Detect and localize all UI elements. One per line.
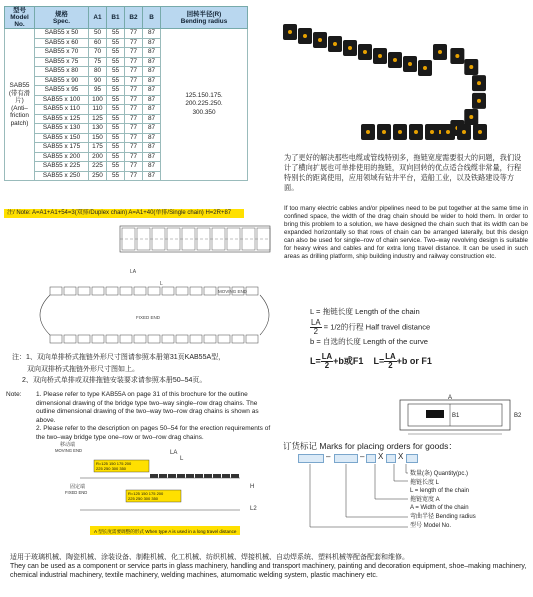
spec-cell: 87 xyxy=(143,48,161,58)
side-link-top xyxy=(120,287,132,295)
plan-link xyxy=(197,228,210,250)
spec-cell: 87 xyxy=(143,86,161,96)
spec-cell: 55 xyxy=(107,38,125,48)
chain-link xyxy=(377,124,391,140)
spec-cell: 87 xyxy=(143,105,161,115)
install-link xyxy=(231,474,239,478)
svg-text:LA: LA xyxy=(170,450,178,456)
chain-link xyxy=(472,93,486,109)
drag-chain-photo xyxy=(270,2,532,152)
side-link-top xyxy=(92,287,104,295)
spec-cell: SAB55 x 175 xyxy=(35,143,89,153)
plan-link xyxy=(182,228,195,250)
install-link xyxy=(213,474,221,478)
spec-cell: 87 xyxy=(143,114,161,124)
order-title: 订货标记 Marks for placing orders for goods： xyxy=(283,441,457,451)
spec-cell: 87 xyxy=(143,29,161,39)
notes-zh: 注：1、双向单排桥式拖链外形尺寸图请参照本册第31页KAB55A型， 双向双排桥式拖链外形尺寸图如上。 2、双向桥式单排或双排拖链安装要求请参照本册50–54页。 xyxy=(12,354,226,384)
spec-cell: 55 xyxy=(107,162,125,172)
spec-cell: 87 xyxy=(143,152,161,162)
spec-cell: 250 xyxy=(89,171,107,181)
plan-link xyxy=(242,228,255,250)
side-link-top xyxy=(162,287,174,295)
moving-end-label: MOVING END xyxy=(218,289,248,294)
plan-link xyxy=(122,228,135,250)
order-box-length xyxy=(386,454,396,463)
spec-cell: 175 xyxy=(89,143,107,153)
chain-link xyxy=(464,59,478,75)
side-link-bottom xyxy=(92,335,104,343)
plan-link xyxy=(167,228,180,250)
spec-cell: 77 xyxy=(125,57,143,67)
chain-link xyxy=(441,124,455,140)
svg-text:B2: B2 xyxy=(514,413,522,419)
spec-cell: SAB55 x 90 xyxy=(35,76,89,86)
spec-cell: 87 xyxy=(143,38,161,48)
header-spec: 规格 Spec. xyxy=(35,7,89,29)
spec-cell: 55 xyxy=(107,133,125,143)
spec-cell: 225 xyxy=(89,162,107,172)
order-legend xyxy=(410,470,476,530)
spec-cell: 100 xyxy=(89,95,107,105)
spec-cell: SAB55 x 70 xyxy=(35,48,89,58)
side-link-bottom xyxy=(204,335,216,343)
spec-table-body xyxy=(5,29,248,181)
chain-link xyxy=(313,32,327,48)
install-link xyxy=(195,474,203,478)
chain-link xyxy=(358,44,372,60)
spec-cell: 87 xyxy=(143,67,161,77)
spec-cell: 77 xyxy=(125,143,143,153)
side-link-bottom xyxy=(218,335,230,343)
spec-cell: 77 xyxy=(125,124,143,134)
spec-cell: 87 xyxy=(143,57,161,67)
spec-cell: 77 xyxy=(125,38,143,48)
spec-cell: 77 xyxy=(125,133,143,143)
applications-zh: 适用于玻璃机械、陶瓷机械、涂装设备、制鞋机械、化工机械、纺织机械、焊接机械、自动焊系统、塑料机械等配备配套和维修。 xyxy=(10,554,409,561)
svg-text:L: L xyxy=(180,456,184,462)
spec-cell: 55 xyxy=(107,124,125,134)
chain-link xyxy=(433,44,447,60)
chain-link xyxy=(473,124,487,140)
spec-cell: 77 xyxy=(125,114,143,124)
spec-cell: 55 xyxy=(107,95,125,105)
install-link xyxy=(186,474,194,478)
side-link-bottom xyxy=(64,335,76,343)
side-link-top xyxy=(106,287,118,295)
svg-text:H: H xyxy=(250,484,255,490)
chain-link xyxy=(457,124,471,140)
chain-link xyxy=(373,48,387,64)
install-link xyxy=(150,474,158,478)
side-link-top xyxy=(204,287,216,295)
spec-cell: 77 xyxy=(125,171,143,181)
r-values-bottom: R=125 150 175 200 xyxy=(128,491,164,496)
side-link-bottom xyxy=(232,335,244,343)
spec-cell: 110 xyxy=(89,105,107,115)
order-box-radius xyxy=(334,454,358,463)
spec-cell: SAB55 x 225 xyxy=(35,162,89,172)
spec-cell: 60 xyxy=(89,38,107,48)
side-link-bottom xyxy=(106,335,118,343)
spec-cell: 55 xyxy=(107,171,125,181)
spec-cell: 55 xyxy=(107,76,125,86)
chain-link xyxy=(283,24,297,40)
side-link-top xyxy=(134,287,146,295)
spec-cell: 55 xyxy=(107,48,125,58)
spec-cell: 55 xyxy=(107,152,125,162)
spec-cell: 77 xyxy=(125,162,143,172)
spec-cell: SAB55 x 80 xyxy=(35,67,89,77)
chain-link xyxy=(298,28,312,44)
spec-cell: 87 xyxy=(143,133,161,143)
spec-cell: 77 xyxy=(125,76,143,86)
spec-cell: SAB55 x 130 xyxy=(35,124,89,134)
side-link-bottom xyxy=(50,335,62,343)
header-a1: A1 xyxy=(89,7,107,29)
spec-cell: SAB55 x 50 xyxy=(35,29,89,39)
order-legend-line: 拖链宽度 A xyxy=(410,496,440,503)
side-link-bottom xyxy=(78,335,90,343)
spec-cell: 77 xyxy=(125,29,143,39)
spec-cell: SAB55 x 250 xyxy=(35,171,89,181)
header-radius: 回转半径(R) Bending radius xyxy=(161,7,248,29)
yellow-note: 注/ Note: A=A1+A1+54=3(双排/Duplex chain) A=A1+40(单排/Single chain) H=2R+87 xyxy=(4,209,244,218)
chain-link xyxy=(361,124,375,140)
side-view-diagram xyxy=(10,255,280,350)
svg-text:A: A xyxy=(448,395,453,401)
spec-cell: SAB55 x 150 xyxy=(35,133,89,143)
cross-section-diagram xyxy=(390,390,530,440)
spec-cell: 90 xyxy=(89,76,107,86)
plan-link xyxy=(227,228,240,250)
intro-en: If too many electric cables and/or pipelines need to be put together at the same time in confined space, the width of the drag chain should be wider to hold them. In order to bring this problem to a solution, we have designed the chain such that its width can be expanded horizontally so that rows of chain can be arranged laterally, but this design can also be used for single–row of chain service. Two–way revolving design is suitable for heavy wires and cables and for extra long travel distance. It can be used in such areas as drilling platform, ship building industry and railway construction etc. xyxy=(284,205,528,260)
side-link-bottom xyxy=(148,335,160,343)
model-cell: SAB55 (带有滑片) (Anti–friction patch) xyxy=(5,29,35,181)
chain-link xyxy=(409,124,423,140)
side-link-bottom xyxy=(120,335,132,343)
spec-cell: 87 xyxy=(143,143,161,153)
order-box-quantity xyxy=(406,454,418,463)
svg-text:L2: L2 xyxy=(250,506,257,512)
chain-link xyxy=(393,124,407,140)
spec-row xyxy=(5,29,248,39)
side-link-bottom xyxy=(162,335,174,343)
spec-cell: SAB55 x 60 xyxy=(35,38,89,48)
order-box-width xyxy=(366,454,376,463)
spec-cell: 87 xyxy=(143,171,161,181)
svg-text:FIXED END: FIXED END xyxy=(65,490,88,495)
svg-text:固定端: 固定端 xyxy=(70,484,86,490)
order-legend-line: 型号 Model No. xyxy=(410,522,452,529)
spec-cell: SAB55 x 100 xyxy=(35,95,89,105)
plan-link xyxy=(212,228,225,250)
spec-cell: 77 xyxy=(125,105,143,115)
spec-cell: SAB55 x 125 xyxy=(35,114,89,124)
header-b: B xyxy=(143,7,161,29)
r-values-top: R=125 150 175 200 xyxy=(96,461,132,466)
chain-link xyxy=(418,60,432,76)
spec-cell: 77 xyxy=(125,67,143,77)
spec-cell: 77 xyxy=(125,86,143,96)
spec-cell: 55 xyxy=(107,67,125,77)
spec-cell: 87 xyxy=(143,124,161,134)
spec-cell: 77 xyxy=(125,48,143,58)
svg-text:225 250 300 350: 225 250 300 350 xyxy=(128,496,159,501)
l-label: L xyxy=(160,281,163,287)
install-link xyxy=(159,474,167,478)
spec-cell: 55 xyxy=(107,29,125,39)
spec-cell: SAB55 x 110 xyxy=(35,105,89,115)
notes-en: Note: 1. Please refer to type KAB55A on page 31 of this brochure for the outline dimensional drawing of the bridge type two–way single–row drag chains. The outline dimensional drawing of the two–way two–row drag chains is shown as above. 2. Please refer to the description on pages 50–54 for the erection requirements of the two–way bridge type one–row or two–row drag chains. xyxy=(6,391,271,441)
spec-cell: 200 xyxy=(89,152,107,162)
order-legend-line: L = length of the chain xyxy=(410,488,469,495)
spec-cell: 55 xyxy=(107,86,125,96)
spec-cell: 95 xyxy=(89,86,107,96)
spec-cell: 55 xyxy=(107,105,125,115)
chain-link xyxy=(425,124,439,140)
side-link-bottom xyxy=(134,335,146,343)
plan-link xyxy=(137,228,150,250)
chain-link xyxy=(328,36,342,52)
install-link xyxy=(222,474,230,478)
side-link-top xyxy=(190,287,202,295)
side-link-top xyxy=(148,287,160,295)
order-legend-line: 数量(条) Quantity(pc.) xyxy=(410,471,469,477)
side-link-top xyxy=(246,287,258,295)
order-legend-line: A = Width of the chain xyxy=(410,505,469,512)
spec-cell: SAB55 x 95 xyxy=(35,86,89,96)
side-link-bottom xyxy=(190,335,202,343)
order-legend-line: 弯曲半径 Bending radius xyxy=(410,513,476,520)
fixed-end-label: FIXED END xyxy=(136,315,161,320)
install-link xyxy=(168,474,176,478)
chain-link xyxy=(450,48,464,64)
applications-en: They can be used as a component or service parts in glass machinery, handling and transport machinery, painting and decoration equipment, shoe–making machinery, chemical industrial machinery, textile machinery, welding machines, atumomatic welding system, plastic machinery etc. xyxy=(10,563,527,579)
spec-cell: 75 xyxy=(89,57,107,67)
side-link-top xyxy=(50,287,62,295)
spec-cell: SAB55 x 200 xyxy=(35,152,89,162)
side-link-bottom xyxy=(176,335,188,343)
spec-cell: 50 xyxy=(89,29,107,39)
header-model: 型号 Model No. xyxy=(5,7,35,29)
formula-equations: L= $\frac{LA}{2}$ +b或F1 L= $\frac{LA}{2}$ +b or F1 xyxy=(310,352,432,370)
spec-cell: 55 xyxy=(107,114,125,124)
side-link-top xyxy=(176,287,188,295)
install-link xyxy=(204,474,212,478)
order-box-model xyxy=(298,454,324,463)
chain-link xyxy=(472,75,486,91)
spec-cell: 80 xyxy=(89,67,107,77)
intro-zh: 为了更好的解决那些电缆或管线特别多，拖链宽度需要很大的问题，我们设计了横向扩展也可单排使用的拖链，双向回转的优点适合线缆非常量，行程特别长的距离使用，应用领域有钻井平台，造船工业，以及铁路建设等方面。 xyxy=(284,153,522,192)
chain-link xyxy=(403,56,417,72)
spec-cell: 77 xyxy=(125,95,143,105)
header-b1: B1 xyxy=(107,7,125,29)
radius-cell: 125.150.175. 200.225.250. 300.350 xyxy=(161,29,248,181)
spec-cell: 150 xyxy=(89,133,107,143)
applications-section xyxy=(0,551,533,597)
install-link xyxy=(177,474,185,478)
spec-cell: 77 xyxy=(125,152,143,162)
plan-link xyxy=(257,228,270,250)
header-b2: B2 xyxy=(125,7,143,29)
plan-link xyxy=(152,228,165,250)
install-caption: A 型长度需要调整的形式 When type A is used in a long travel distance xyxy=(94,529,237,534)
spec-cell: 87 xyxy=(143,162,161,172)
spec-cell: 125 xyxy=(89,114,107,124)
svg-text:MOVING END: MOVING END xyxy=(55,448,82,453)
spec-cell: 87 xyxy=(143,95,161,105)
installation-diagram xyxy=(50,438,280,538)
spec-cell: 87 xyxy=(143,76,161,86)
order-legend-line: 拖链长度 L xyxy=(410,479,440,486)
spec-cell: SAB55 x 75 xyxy=(35,57,89,67)
chain-link xyxy=(343,40,357,56)
spec-table xyxy=(4,6,248,181)
side-link-top xyxy=(64,287,76,295)
svg-text:移动端: 移动端 xyxy=(60,442,76,448)
spec-cell: 70 xyxy=(89,48,107,58)
chain-link xyxy=(388,52,402,68)
svg-text:B1: B1 xyxy=(452,413,460,419)
svg-text:225 250 300 350: 225 250 300 350 xyxy=(96,466,127,471)
la-label: LA xyxy=(130,269,137,275)
order-leader-lines xyxy=(298,463,408,539)
spec-cell: 55 xyxy=(107,57,125,67)
spec-cell: 55 xyxy=(107,143,125,153)
chain-link xyxy=(464,109,478,125)
side-link-top xyxy=(78,287,90,295)
plan-view-diagram xyxy=(100,220,280,260)
side-link-bottom xyxy=(246,335,258,343)
spec-cell: 130 xyxy=(89,124,107,134)
formula-block: L = 拖链长度 Length of the chain $\frac{LA}{2}$ = 1/2的行程 Half travel distance b = 自选的长度 Length of the curve L= $\frac{LA}{2}$ +b或F1 L= $\frac{LA}{2}$ +b or F1 xyxy=(310,306,526,370)
